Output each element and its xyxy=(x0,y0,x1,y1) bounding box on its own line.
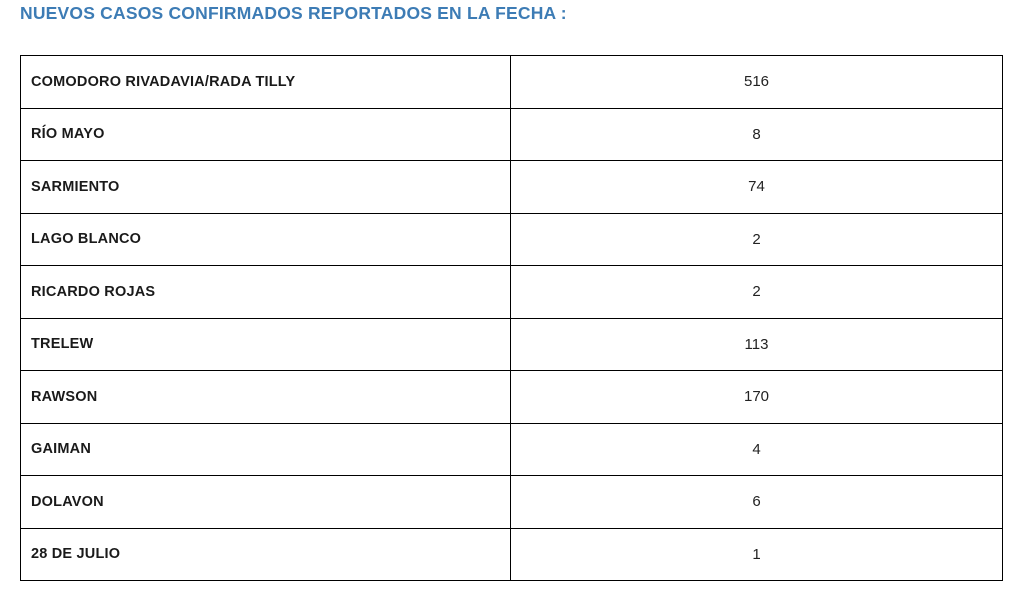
cases-table-body xyxy=(21,56,1003,581)
page-title: NUEVOS CASOS CONFIRMADOS REPORTADOS EN LA FECHA : xyxy=(20,3,567,23)
table-row xyxy=(21,266,1003,319)
table-cell-cases: 8 xyxy=(511,108,1003,161)
table-row xyxy=(21,318,1003,371)
table-cell-cases: 2 xyxy=(511,213,1003,266)
table-cell-cases: 74 xyxy=(511,161,1003,214)
table-row xyxy=(21,371,1003,424)
table-cell-location: 28 DE JULIO xyxy=(21,528,511,581)
table-cell-location: GAIMAN xyxy=(21,423,511,476)
table-cell-cases: 1 xyxy=(511,528,1003,581)
table-cell-cases: 516 xyxy=(511,56,1003,109)
cases-table-container xyxy=(20,55,1002,581)
table-cell-cases: 170 xyxy=(511,371,1003,424)
table-cell-cases: 6 xyxy=(511,476,1003,529)
table-row xyxy=(21,213,1003,266)
table-cell-location: COMODORO RIVADAVIA/RADA TILLY xyxy=(21,56,511,109)
table-row xyxy=(21,161,1003,214)
table-row xyxy=(21,423,1003,476)
table-cell-location: RÍO MAYO xyxy=(21,108,511,161)
table-cell-location: RICARDO ROJAS xyxy=(21,266,511,319)
table-cell-cases: 4 xyxy=(511,423,1003,476)
table-cell-cases: 113 xyxy=(511,318,1003,371)
table-row xyxy=(21,56,1003,109)
table-row xyxy=(21,476,1003,529)
table-cell-location: LAGO BLANCO xyxy=(21,213,511,266)
table-row xyxy=(21,108,1003,161)
table-cell-location: DOLAVON xyxy=(21,476,511,529)
cases-table xyxy=(20,55,1003,581)
table-cell-location: TRELEW xyxy=(21,318,511,371)
table-cell-cases: 2 xyxy=(511,266,1003,319)
table-cell-location: SARMIENTO xyxy=(21,161,511,214)
table-cell-location: RAWSON xyxy=(21,371,511,424)
table-row xyxy=(21,528,1003,581)
